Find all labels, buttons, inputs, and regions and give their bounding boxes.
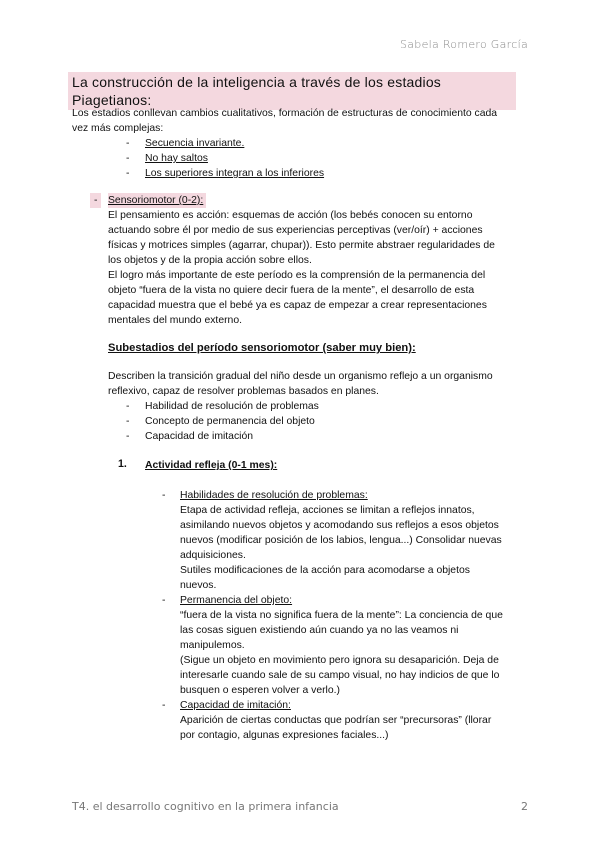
stage1-section-line: busquen o esperen volver a verlo.) [180,685,340,696]
substages-line: Describen la transición gradual del niño desde un organismo reflejo a un organismo [108,371,493,382]
stage-number: 1. [118,458,127,470]
stage1-section-line: manipulemos. [180,640,245,651]
stage1-section-line: “fuera de la vista no significa fuera de la mente”: La conciencia de que [180,610,503,621]
dash-marker: - [126,431,130,442]
substages-line: reflexivo, capaz de resolver problemas basados en planes. [108,386,379,397]
page-title: La construcción de la inteligencia a través de los estadios Piagetianos: [68,72,516,110]
author-name: Sabela Romero García [399,38,528,51]
stage1-section-label: Permanencia del objeto: [180,595,293,606]
intro-bullet-1: Secuencia invariante. [145,138,245,149]
stage1-section-line: las cosas siguen existiendo aún cuando ya no las veamos ni [180,625,459,636]
dash-marker: - [162,595,166,606]
stage1-section-line: nuevos. [180,580,217,591]
substages-bullet-1: Habilidad de resolución de problemas [145,401,319,412]
stage1-section-line: nuevos (modificar posición de los labios, lengua...) Consolidar nuevas [180,535,502,546]
stage1-section-line: por contagio, algunas expresiones faciales...) [180,730,389,741]
sensoriomotor-line: los objetos y de la propia acción sobre ellos. [108,255,312,266]
footer-text: T4. el desarrollo cognitivo en la primera infancia [72,800,339,813]
substages-bullet-2: Concepto de permanencia del objeto [145,416,315,427]
sensoriomotor-heading: Sensoriomotor (0-2): [108,193,206,208]
stage1-section-label: Habilidades de resolución de problemas: [180,490,368,501]
dash-marker: - [126,401,130,412]
sensoriomotor-line: mentales del mundo externo. [108,315,243,326]
substages-heading: Subestadios del período sensoriomotor (saber muy bien): [108,342,416,354]
page-number: 2 [521,800,528,813]
substages-bullet-3: Capacidad de imitación [145,431,254,442]
dash-marker: - [126,138,130,149]
stage1-section-line: Etapa de actividad refleja, acciones se limitan a reflejos innatos, [180,505,475,516]
dash-marker: - [90,193,101,208]
intro-bullet-2: No hay saltos [145,153,208,164]
intro-line-2: vez más complejas: [72,123,164,134]
stage1-section-line: interesarle cuando sale de su campo visual, no hay indicios de que lo [180,670,500,681]
stage1-section-line: adquisiciones. [180,550,246,561]
sensoriomotor-line: El logro más importante de este período es la comprensión de la permanencia del [108,270,486,281]
stage1-section-label: Capacidad de imitación: [180,700,291,711]
stage1-section-line: asimilando nuevos objetos y acomodando sus reflejos a esos objetos [180,520,499,531]
intro-bullet-3: Los superiores integran a los inferiores [145,168,325,179]
sensoriomotor-line: capacidad muestra que el bebé ya es capaz de empezar a crear representaciones [108,300,487,311]
sensoriomotor-line: físicas y motrices simples (agarrar, chupar)). Esto permite abstraer regularidades de [108,240,495,251]
stage1-section-line: (Sigue un objeto en movimiento pero ignora su desaparición. Deja de [180,655,499,666]
intro-line-1: Los estadios conllevan cambios cualitativos, formación de estructuras de conocimiento cada [72,108,498,119]
sensoriomotor-line: objeto “fuera de la vista no quiere decir fuera de la mente”, el desarrollo de esta [108,285,475,296]
dash-marker: - [126,168,130,179]
stage1-section-line: Sutiles modificaciones de la acción para acomodarse a objetos [180,565,470,576]
dash-marker: - [162,490,166,501]
stage1-section-line: Aparición de ciertas conductas que podrían ser “precursoras” (llorar [180,715,492,726]
dash-marker: - [162,700,166,711]
sensoriomotor-line: El pensamiento es acción: esquemas de acción (los bebés conocen su entorno [108,210,473,221]
sensoriomotor-line: actuando sobre él por medio de sus experiencias perceptivas (ver/oír) + acciones [108,225,483,236]
dash-marker: - [126,153,130,164]
dash-marker: - [126,416,130,427]
stage1-heading: Actividad refleja (0-1 mes): [145,460,278,471]
